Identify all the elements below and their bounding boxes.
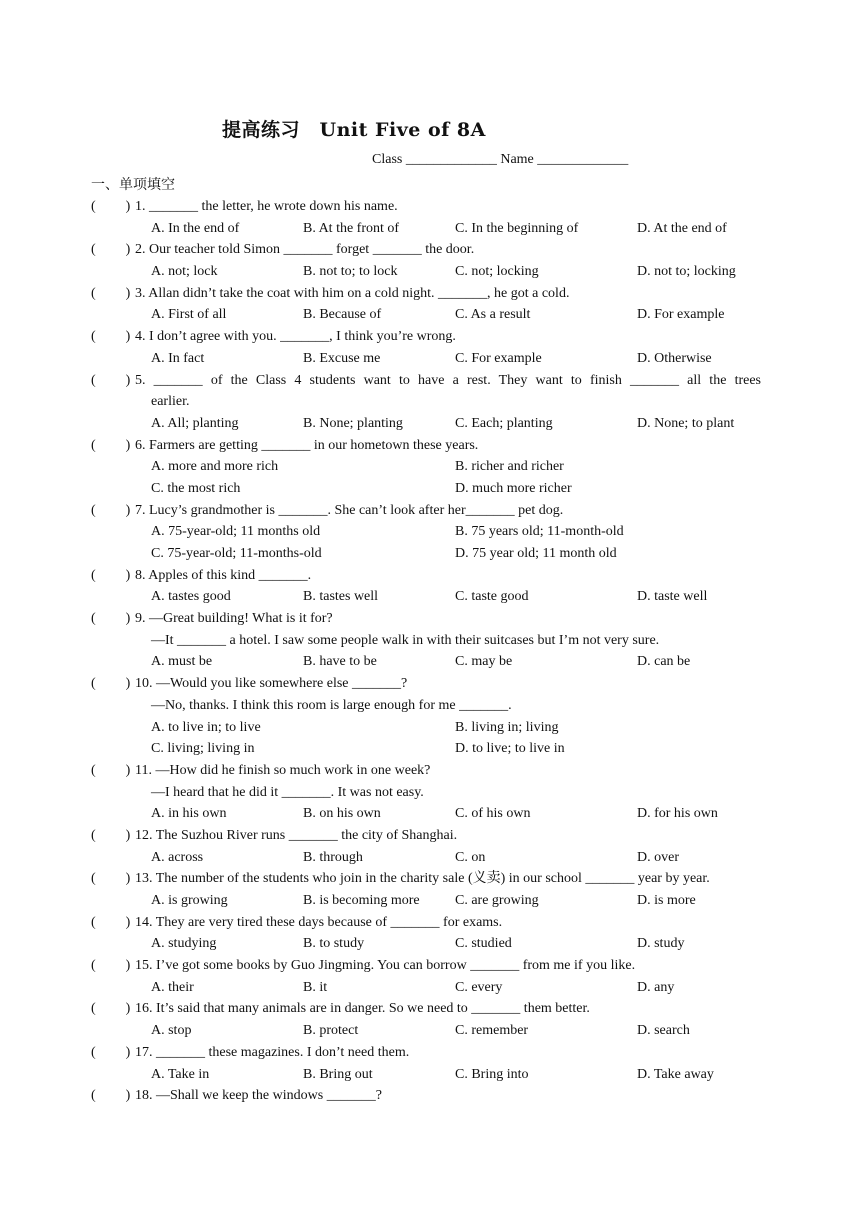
question-text: 10. —Would you like somewhere else _______? bbox=[135, 676, 408, 692]
option[interactable]: D. much more richer bbox=[455, 480, 572, 496]
question-stem bbox=[91, 283, 761, 305]
option[interactable]: A. stop bbox=[151, 1023, 192, 1039]
answer-blank-close: ) bbox=[125, 329, 131, 345]
option[interactable]: A. in his own bbox=[151, 806, 227, 822]
question-item bbox=[91, 998, 761, 1041]
question-item bbox=[91, 326, 761, 369]
answer-blank[interactable]: ( ) bbox=[91, 285, 131, 301]
options-row bbox=[91, 717, 761, 739]
question-item bbox=[91, 760, 761, 825]
question-stem bbox=[91, 239, 761, 261]
option[interactable]: B. richer and richer bbox=[455, 459, 564, 475]
question-item bbox=[91, 868, 761, 911]
question-text: 2. Our teacher told Simon _______ forget _______ the door. bbox=[135, 242, 475, 258]
answer-blank[interactable]: ( ) bbox=[91, 676, 131, 692]
option[interactable]: D. is more bbox=[637, 893, 696, 908]
option[interactable]: D. search bbox=[637, 1023, 690, 1039]
option[interactable]: D. study bbox=[637, 936, 685, 952]
option[interactable]: C. living; living in bbox=[151, 741, 255, 757]
question-text: 17. _______ these magazines. I don’t need them. bbox=[135, 1044, 410, 1060]
question-stem bbox=[91, 912, 761, 934]
options-row bbox=[91, 521, 761, 543]
question-text: 15. I’ve got some books by Guo Jingming. You can borrow _______ from me if you like. bbox=[135, 958, 636, 974]
question-item bbox=[91, 500, 761, 565]
answer-blank-close: ) bbox=[125, 871, 131, 887]
options-row bbox=[91, 456, 761, 478]
answer-blank-close: ) bbox=[125, 437, 131, 453]
option[interactable]: B. is becoming more bbox=[303, 893, 420, 908]
question-item bbox=[91, 370, 761, 435]
option[interactable]: C. remember bbox=[455, 1023, 529, 1039]
option[interactable]: A. their bbox=[151, 979, 194, 995]
option[interactable]: B. Excuse me bbox=[303, 350, 381, 366]
options-row bbox=[91, 803, 761, 825]
question-text: 3. Allan didn’t take the coat with him on a cold night. _______, he got a cold. bbox=[135, 285, 570, 301]
question-item bbox=[91, 239, 761, 282]
answer-blank[interactable]: ( ) bbox=[91, 871, 131, 887]
answer-blank[interactable]: ( ) bbox=[91, 372, 131, 388]
question-stem bbox=[91, 955, 761, 977]
question-text: 4. I don’t agree with you. _______, I think you’re wrong. bbox=[135, 329, 456, 345]
option[interactable]: C. of his own bbox=[455, 806, 531, 822]
question-item bbox=[91, 912, 761, 955]
dialog-reply: —It _______ a hotel. I saw some people walk in with their suitcases but I’m not very sure. bbox=[151, 632, 660, 648]
options-row bbox=[91, 478, 761, 500]
options-row bbox=[91, 1064, 761, 1086]
question-text: 7. Lucy’s grandmother is _______. She can’t look after her_______ pet dog. bbox=[135, 502, 564, 518]
option[interactable]: C. studied bbox=[455, 936, 512, 952]
question-stem bbox=[91, 370, 761, 392]
answer-blank[interactable]: ( ) bbox=[91, 762, 131, 778]
question-stem bbox=[91, 1085, 761, 1107]
option[interactable]: C. are growing bbox=[455, 893, 539, 908]
options-row bbox=[91, 890, 761, 912]
option[interactable]: C. In the beginning of bbox=[455, 220, 579, 236]
option[interactable]: C. not; locking bbox=[455, 264, 539, 280]
question-item bbox=[91, 608, 761, 673]
section-heading: 一、单项填空 bbox=[91, 177, 175, 193]
option[interactable]: D. any bbox=[637, 979, 675, 995]
option[interactable]: B. on his own bbox=[303, 806, 381, 822]
question-text: 5. _______ of the Class 4 students want to have a rest. They want to finish _______ all the trees bbox=[135, 372, 761, 388]
answer-blank-close: ) bbox=[125, 762, 131, 778]
question-item bbox=[91, 196, 761, 239]
question-item bbox=[91, 1042, 761, 1085]
option[interactable]: A. In the end of bbox=[151, 220, 240, 236]
options-row bbox=[91, 847, 761, 869]
option[interactable]: A. In fact bbox=[151, 350, 205, 366]
question-item bbox=[91, 435, 761, 500]
answer-blank-close: ) bbox=[125, 1044, 131, 1060]
answer-blank-close: ) bbox=[125, 372, 131, 388]
answer-blank[interactable]: ( ) bbox=[91, 242, 131, 258]
answer-blank[interactable]: ( ) bbox=[91, 502, 131, 518]
options-row bbox=[91, 933, 761, 955]
option[interactable]: B. Because of bbox=[303, 307, 382, 323]
option[interactable]: A. across bbox=[151, 849, 204, 865]
question-list bbox=[91, 196, 761, 1107]
dialog-reply: —No, thanks. I think this room is large enough for me _______. bbox=[151, 697, 512, 713]
question-stem bbox=[91, 825, 761, 847]
option[interactable]: A. All; planting bbox=[151, 415, 239, 431]
option[interactable]: B. At the front of bbox=[303, 220, 400, 236]
options-row bbox=[91, 586, 761, 608]
question-text: 16. It’s said that many animals are in danger. So we need to _______ them better. bbox=[135, 1001, 590, 1017]
answer-blank[interactable]: ( ) bbox=[91, 199, 131, 214]
question-stem bbox=[91, 673, 761, 695]
question-item bbox=[91, 673, 761, 760]
option[interactable]: D. For example bbox=[637, 307, 725, 323]
options-row bbox=[91, 348, 761, 370]
answer-blank-close: ) bbox=[125, 958, 131, 974]
answer-blank-close: ) bbox=[125, 199, 131, 214]
option[interactable]: D. None; to plant bbox=[637, 415, 735, 431]
option[interactable]: B. living in; living bbox=[455, 719, 559, 735]
answer-blank[interactable]: ( ) bbox=[91, 329, 131, 345]
question-text: 12. The Suzhou River runs _______ the city of Shanghai. bbox=[135, 827, 458, 843]
answer-blank-close: ) bbox=[125, 567, 131, 583]
option[interactable]: A. Take in bbox=[151, 1066, 210, 1082]
option[interactable]: A. is growing bbox=[151, 893, 228, 908]
question-text: 6. Farmers are getting _______ in our hometown these years. bbox=[135, 437, 479, 453]
question-stem bbox=[91, 608, 761, 630]
options-row bbox=[91, 261, 761, 283]
option[interactable]: B. protect bbox=[303, 1023, 359, 1039]
question-text: 8. Apples of this kind _______. bbox=[135, 567, 312, 583]
option[interactable]: A. not; lock bbox=[151, 264, 218, 280]
option[interactable]: C. on bbox=[455, 849, 486, 865]
answer-blank-close: ) bbox=[125, 502, 131, 518]
option[interactable]: C. may be bbox=[455, 654, 513, 670]
question-item bbox=[91, 1085, 761, 1107]
answer-blank-close: ) bbox=[125, 1088, 131, 1104]
class-name-line: Class _____________ Name _____________ bbox=[372, 152, 629, 167]
option[interactable]: B. it bbox=[303, 979, 328, 995]
question-text: 9. —Great building! What is it for? bbox=[135, 611, 333, 627]
answer-blank-close: ) bbox=[125, 242, 131, 258]
option[interactable]: A. more and more rich bbox=[151, 459, 279, 475]
answer-blank[interactable]: ( ) bbox=[91, 1001, 131, 1017]
option[interactable]: B. have to be bbox=[303, 654, 377, 670]
question-stem bbox=[91, 326, 761, 348]
answer-blank[interactable]: ( ) bbox=[91, 1088, 131, 1104]
options-row bbox=[91, 651, 761, 673]
answer-blank-close: ) bbox=[125, 676, 131, 692]
options-row bbox=[91, 543, 761, 565]
question-text: 14. They are very tired these days because of _______ for exams. bbox=[135, 914, 503, 930]
answer-blank[interactable]: ( ) bbox=[91, 1044, 131, 1060]
answer-blank[interactable]: ( ) bbox=[91, 914, 131, 930]
question-text: 1. _______ the letter, he wrote down his name. bbox=[135, 199, 398, 214]
question-stem bbox=[91, 435, 761, 457]
answer-blank[interactable]: ( ) bbox=[91, 958, 131, 974]
question-stem bbox=[91, 1042, 761, 1064]
option[interactable]: B. to study bbox=[303, 936, 365, 952]
question-stem bbox=[91, 998, 761, 1020]
option[interactable]: C. As a result bbox=[455, 307, 531, 323]
option[interactable]: B. tastes well bbox=[303, 589, 379, 605]
question-item bbox=[91, 565, 761, 608]
question-stem bbox=[91, 196, 761, 218]
answer-blank[interactable]: ( ) bbox=[91, 611, 131, 627]
option[interactable]: C. every bbox=[455, 979, 503, 995]
options-row bbox=[91, 304, 761, 326]
option[interactable]: D. over bbox=[637, 849, 679, 865]
option[interactable]: D. not to; locking bbox=[637, 264, 736, 280]
answer-blank[interactable]: ( ) bbox=[91, 437, 131, 453]
question-text: 11. —How did he finish so much work in one week? bbox=[135, 762, 431, 778]
option[interactable]: D. taste well bbox=[637, 589, 708, 605]
question-stem bbox=[91, 868, 761, 890]
option[interactable]: D. to live; to live in bbox=[455, 741, 565, 757]
option[interactable]: A. studying bbox=[151, 936, 217, 952]
dialog-reply: —I heard that he did it _______. It was not easy. bbox=[151, 784, 424, 800]
answer-blank-close: ) bbox=[125, 1001, 131, 1017]
question-stem bbox=[91, 565, 761, 587]
answer-blank[interactable]: ( ) bbox=[91, 827, 131, 843]
option[interactable]: D. 75 year old; 11 month old bbox=[455, 546, 617, 561]
answer-blank-close: ) bbox=[125, 914, 131, 930]
question-text: 18. —Shall we keep the windows _______? bbox=[135, 1088, 382, 1104]
question-item bbox=[91, 825, 761, 868]
option[interactable]: C. taste good bbox=[455, 589, 529, 605]
options-row bbox=[91, 738, 761, 760]
option[interactable]: B. not to; to lock bbox=[303, 264, 398, 280]
answer-blank-close: ) bbox=[125, 611, 131, 627]
worksheet-title: 提高练习 Unit Five of 8A bbox=[222, 119, 486, 141]
question-continuation: earlier. bbox=[151, 394, 190, 410]
option[interactable]: D. can be bbox=[637, 654, 691, 670]
option[interactable]: A. to live in; to live bbox=[151, 719, 261, 735]
options-row bbox=[91, 218, 761, 240]
option[interactable]: D. Take away bbox=[637, 1066, 714, 1082]
answer-blank-close: ) bbox=[125, 827, 131, 843]
option[interactable]: B. None; planting bbox=[303, 415, 403, 431]
option[interactable]: D. Otherwise bbox=[637, 350, 712, 366]
options-row bbox=[91, 413, 761, 435]
option[interactable]: C. 75-year-old; 11-months-old bbox=[151, 546, 322, 561]
question-text: 13. The number of the students who join in the charity sale (义卖) in our school _______ year by year. bbox=[135, 871, 710, 887]
option[interactable]: C. For example bbox=[455, 350, 542, 366]
option[interactable]: B. through bbox=[303, 849, 363, 865]
option[interactable]: B. Bring out bbox=[303, 1066, 373, 1082]
option[interactable]: C. the most rich bbox=[151, 480, 241, 496]
option[interactable]: D. for his own bbox=[637, 806, 718, 822]
question-stem bbox=[91, 500, 761, 522]
options-row bbox=[91, 977, 761, 999]
option[interactable]: A. First of all bbox=[151, 307, 227, 323]
option[interactable]: D. At the end of bbox=[637, 220, 727, 236]
option[interactable]: C. Each; planting bbox=[455, 415, 553, 431]
option[interactable]: C. Bring into bbox=[455, 1066, 529, 1082]
answer-blank[interactable]: ( ) bbox=[91, 567, 131, 583]
question-item bbox=[91, 283, 761, 326]
option[interactable]: A. tastes good bbox=[151, 589, 231, 605]
option[interactable]: A. must be bbox=[151, 654, 213, 670]
option[interactable]: A. 75-year-old; 11 months old bbox=[151, 524, 321, 540]
option[interactable]: B. 75 years old; 11-month-old bbox=[455, 524, 624, 540]
answer-blank-close: ) bbox=[125, 285, 131, 301]
question-stem bbox=[91, 760, 761, 782]
question-item bbox=[91, 955, 761, 998]
options-row bbox=[91, 1020, 761, 1042]
